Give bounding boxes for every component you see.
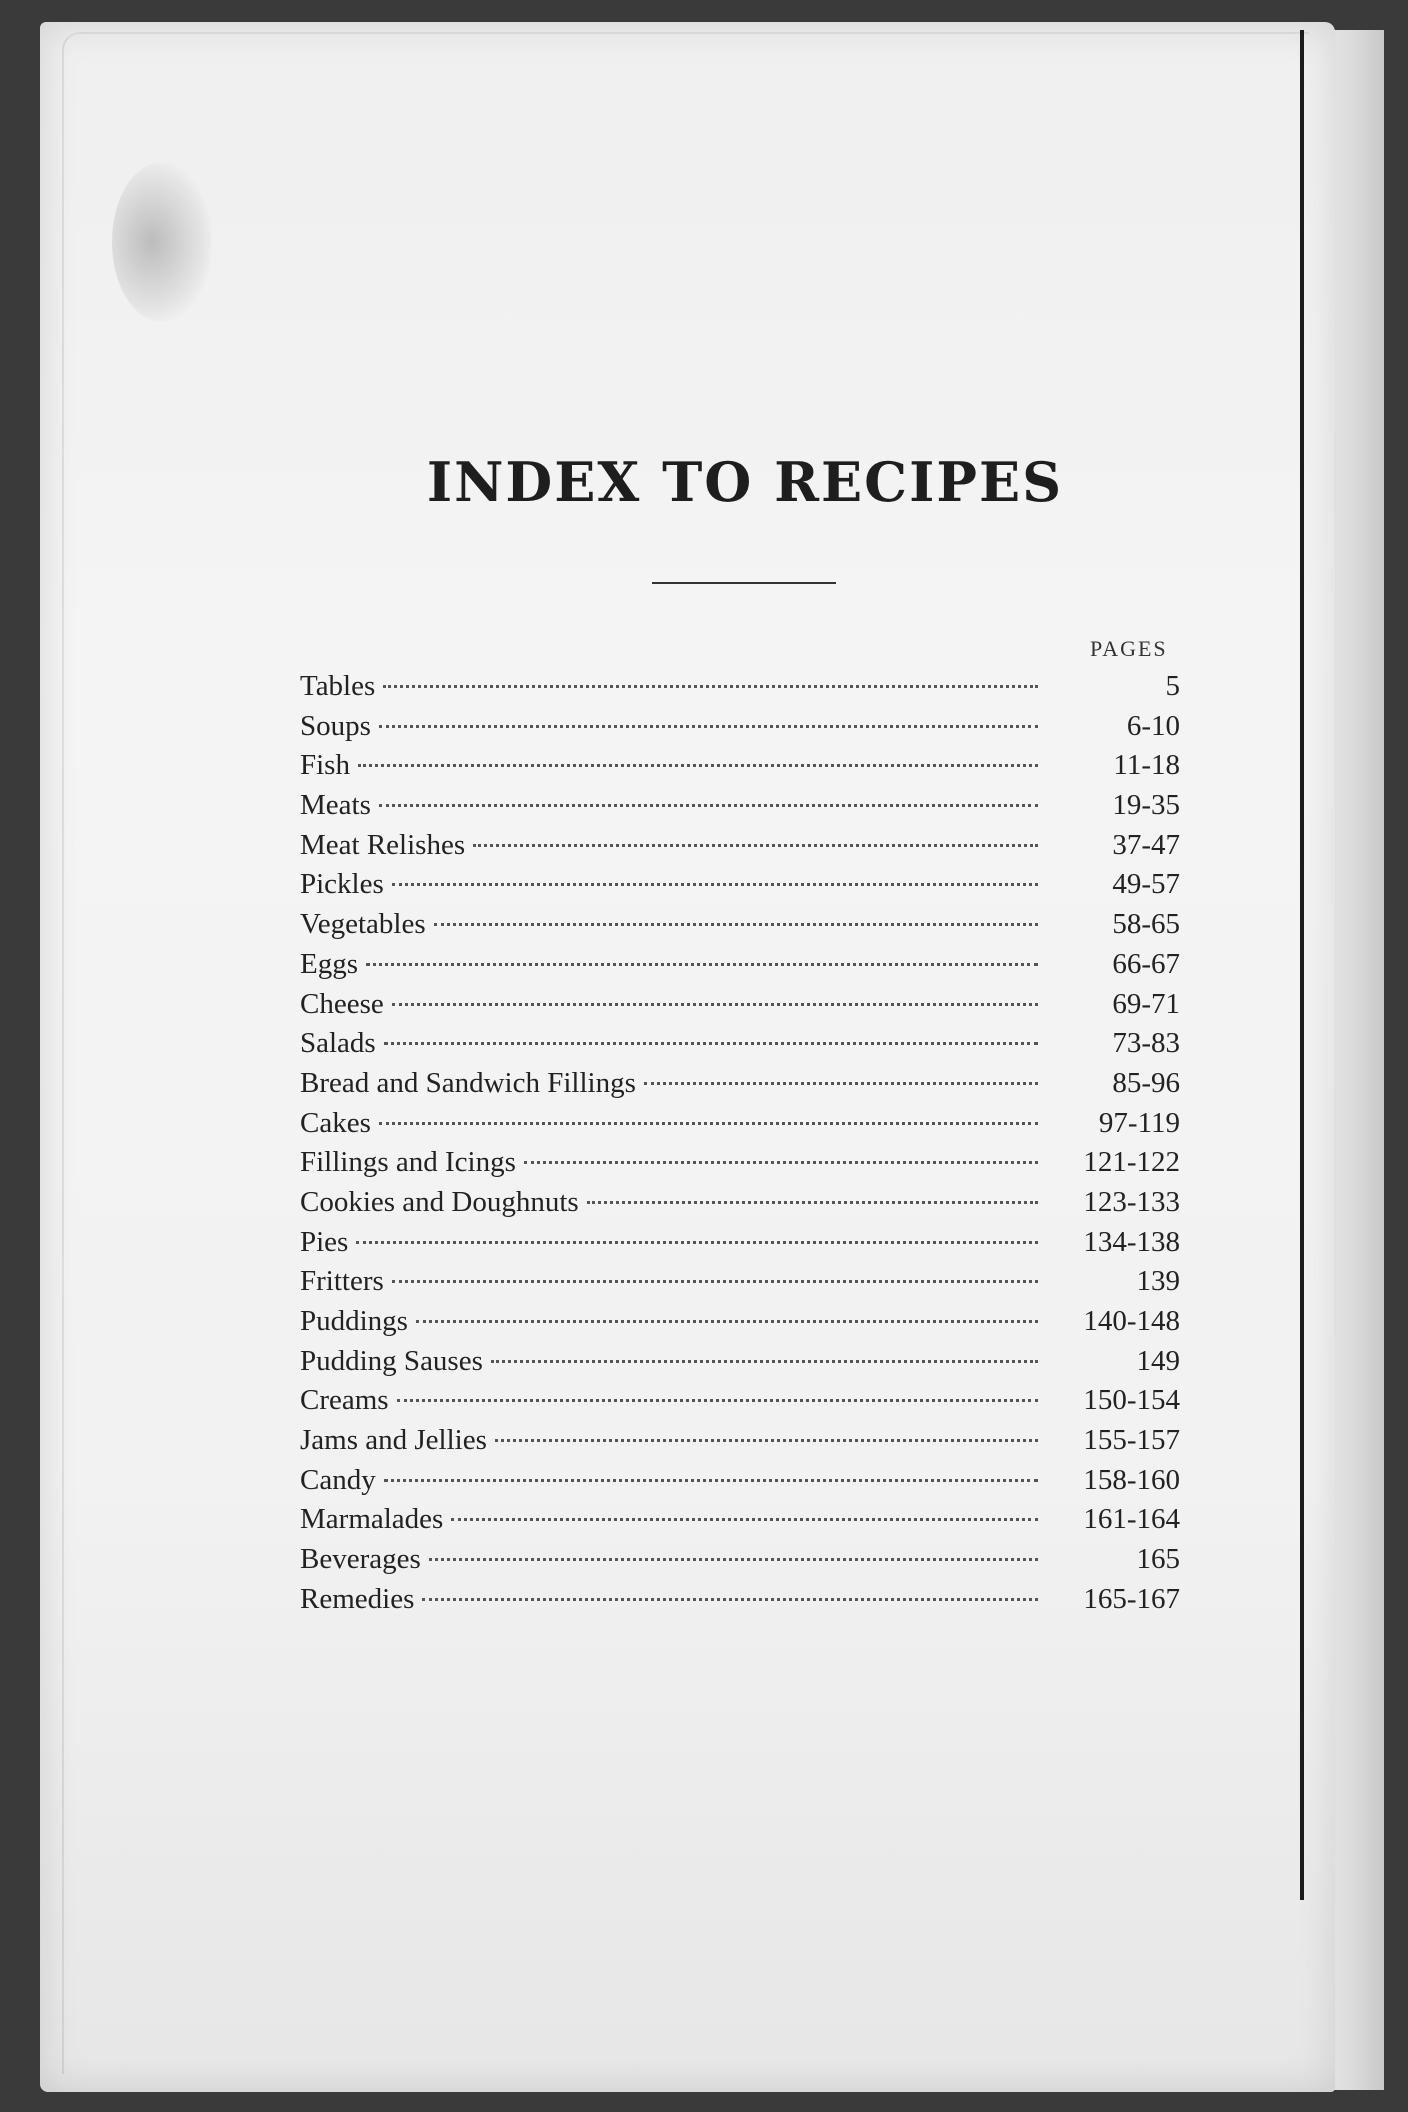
index-entry (300, 868, 1180, 908)
index-entry (300, 1265, 1180, 1305)
dot-leader (422, 1598, 1038, 1601)
index-entry (300, 908, 1180, 948)
entry-name: Remedies (300, 1582, 415, 1615)
entry-pages: 85-96 (1112, 1066, 1180, 1099)
dot-leader (397, 1399, 1038, 1402)
entry-name: Fish (300, 749, 350, 782)
entry-name: Puddings (300, 1305, 408, 1337)
entry-pages: 11-18 (1113, 749, 1180, 782)
dot-leader (451, 1518, 1038, 1521)
entry-pages: 165-167 (1083, 1582, 1180, 1615)
index-entry (300, 1464, 1180, 1504)
entry-pages: 19-35 (1112, 789, 1180, 822)
entry-name: Candy (300, 1463, 376, 1496)
entry-pages: 165 (1136, 1543, 1180, 1576)
index-entry (300, 1226, 1180, 1266)
entry-pages: 6-10 (1126, 709, 1180, 742)
entry-name: Tables (300, 670, 376, 702)
index-entry (300, 1067, 1180, 1107)
index-entry (300, 1027, 1180, 1067)
dot-leader (392, 883, 1038, 886)
entry-pages: 158-160 (1083, 1463, 1180, 1496)
entry-pages: 161-164 (1083, 1503, 1180, 1536)
dot-leader (587, 1201, 1038, 1204)
entry-pages: 5 (1165, 670, 1180, 702)
index-entry (300, 789, 1180, 829)
dot-leader (392, 1280, 1038, 1283)
entry-name: Pudding Sauses (300, 1344, 483, 1377)
entry-pages: 155-157 (1083, 1424, 1180, 1457)
dot-leader (434, 923, 1038, 926)
entry-name: Jams and Jellies (300, 1424, 487, 1457)
dot-leader (379, 1122, 1038, 1125)
dot-leader (495, 1439, 1038, 1442)
entry-name: Meats (300, 789, 371, 822)
entry-name: Pickles (300, 868, 384, 901)
entry-name: Cookies and Doughnuts (300, 1185, 579, 1218)
dot-leader (379, 725, 1038, 728)
entry-name: Soups (300, 709, 371, 742)
index-entry (300, 670, 1180, 710)
index-entry (300, 988, 1180, 1028)
entry-pages: 134-138 (1083, 1225, 1180, 1258)
entry-pages: 49-57 (1112, 868, 1180, 901)
dot-leader (356, 1241, 1038, 1244)
entry-name: Cakes (300, 1106, 371, 1139)
index-entry (300, 1107, 1180, 1147)
entry-name: Bread and Sandwich Fillings (300, 1066, 636, 1099)
dot-leader (384, 1042, 1038, 1045)
entry-name: Meat Relishes (300, 828, 466, 861)
index-entry (300, 1146, 1180, 1186)
entry-pages: 73-83 (1112, 1027, 1180, 1060)
recipe-index-list (300, 670, 1180, 1623)
index-entry (300, 1305, 1180, 1345)
dot-leader (392, 1003, 1038, 1006)
page-title: INDEX TO RECIPES (426, 450, 1064, 514)
entry-pages: 149 (1136, 1344, 1180, 1377)
entry-name: Marmalades (300, 1503, 444, 1536)
entry-name: Eggs (300, 947, 358, 980)
index-entry (300, 710, 1180, 750)
entry-name: Creams (300, 1384, 389, 1417)
entry-pages: 140-148 (1083, 1305, 1180, 1337)
entry-name: Fritters (300, 1265, 384, 1298)
entry-pages: 37-47 (1112, 828, 1180, 861)
entry-name: Fillings and Icings (300, 1146, 516, 1179)
index-entry (300, 1583, 1180, 1623)
entry-name: Pies (300, 1225, 349, 1258)
dot-leader (416, 1320, 1038, 1323)
entry-name: Beverages (300, 1543, 421, 1576)
entry-pages: 97-119 (1098, 1106, 1180, 1139)
entry-name: Vegetables (300, 908, 426, 941)
spine-line (1300, 30, 1304, 1900)
dot-leader (473, 844, 1038, 847)
index-entry (300, 1543, 1180, 1583)
dot-leader (384, 1479, 1038, 1482)
index-entry (300, 1384, 1180, 1424)
entry-pages: 58-65 (1112, 908, 1180, 941)
dot-leader (383, 685, 1038, 688)
entry-name: Cheese (300, 987, 384, 1020)
entry-pages: 123-133 (1083, 1185, 1180, 1218)
dot-leader (366, 963, 1038, 966)
dot-leader (429, 1558, 1038, 1561)
index-entry (300, 829, 1180, 869)
index-entry (300, 948, 1180, 988)
pages-column-header: PAGES (1090, 636, 1168, 661)
index-entry (300, 1345, 1180, 1385)
dot-leader (524, 1161, 1038, 1164)
dot-leader (491, 1360, 1038, 1363)
dot-leader (644, 1082, 1038, 1085)
entry-pages: 69-71 (1112, 987, 1180, 1020)
entry-name: Salads (300, 1027, 376, 1060)
water-stain (112, 162, 212, 322)
index-entry (300, 749, 1180, 789)
index-entry (300, 1186, 1180, 1226)
index-entry (300, 1503, 1180, 1543)
entry-pages: 150-154 (1083, 1384, 1180, 1417)
entry-pages: 139 (1136, 1265, 1180, 1298)
title-rule (652, 582, 836, 584)
entry-pages: 66-67 (1112, 947, 1180, 980)
dot-leader (379, 804, 1038, 807)
entry-pages: 121-122 (1083, 1146, 1180, 1179)
dot-leader (358, 764, 1038, 767)
index-entry (300, 1424, 1180, 1464)
